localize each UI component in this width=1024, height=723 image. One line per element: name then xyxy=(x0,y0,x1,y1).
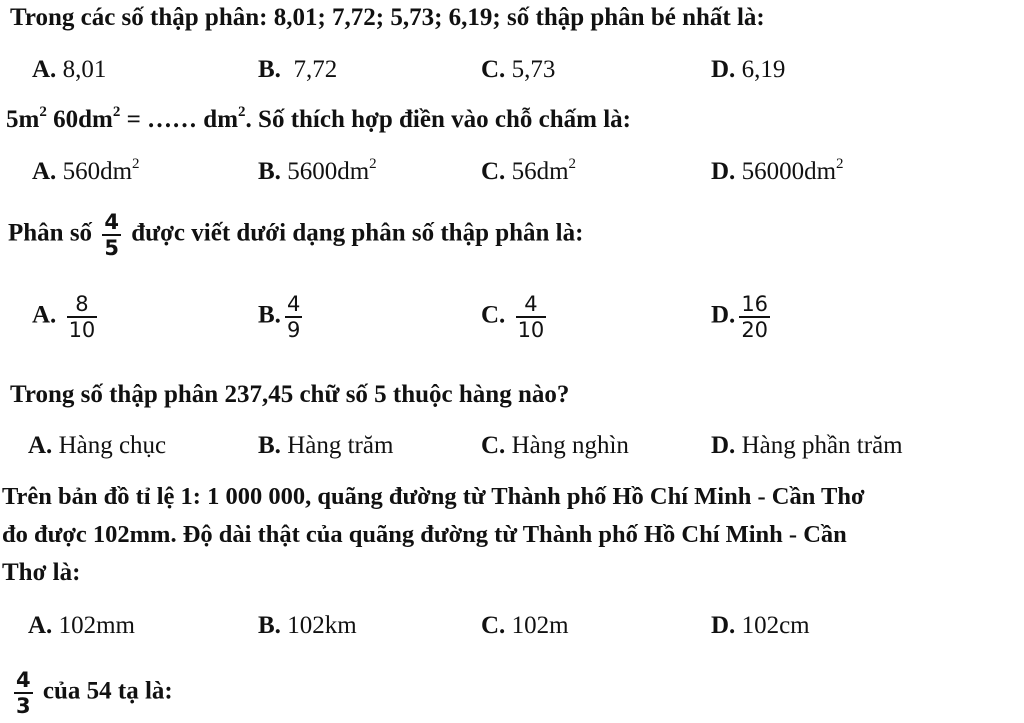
q5-option-d xyxy=(711,611,810,641)
option-letter: B. xyxy=(258,612,281,639)
question-2-stem xyxy=(6,105,631,135)
stem-part: = …… dm xyxy=(120,106,239,133)
q3-option-b xyxy=(258,292,306,342)
q3-option-c xyxy=(481,292,550,342)
superscript: 2 xyxy=(836,155,844,172)
option-letter: D. xyxy=(711,158,736,185)
fraction-numerator: 16 xyxy=(741,292,769,316)
q5-option-b xyxy=(258,611,357,641)
fraction-four-fifths xyxy=(102,210,121,260)
q5-option-a xyxy=(28,611,135,641)
fraction-numerator: 4 xyxy=(286,292,301,316)
stem-part: . Số thích hợp điền vào chỗ chấm là: xyxy=(245,106,631,133)
option-letter: D. xyxy=(711,301,736,329)
option-fraction xyxy=(739,292,770,342)
fraction-denominator: 5 xyxy=(104,236,119,260)
stem-part: của 54 tạ là: xyxy=(42,677,173,705)
question-5-line-2: đo được 102mm. Độ dài thật của quãng đường từ Thành phố Hồ Chí Minh - Cần xyxy=(2,521,847,548)
fraction-denominator: 20 xyxy=(741,318,769,342)
question-3-stem xyxy=(8,210,583,260)
stem-part: 5m xyxy=(6,106,40,133)
q2-option-a xyxy=(32,157,140,187)
q5-option-c xyxy=(481,611,569,641)
option-text: 560dm xyxy=(62,158,133,185)
q1-option-c xyxy=(481,55,555,85)
option-text: 7,72 xyxy=(293,56,338,83)
option-letter: C. xyxy=(481,432,506,459)
option-letter: A. xyxy=(32,158,57,185)
option-letter: C. xyxy=(481,612,506,639)
fraction-denominator: 3 xyxy=(16,694,31,718)
option-text: Hàng trăm xyxy=(287,432,394,459)
option-letter: C. xyxy=(481,158,506,185)
fraction-denominator: 9 xyxy=(286,318,301,342)
option-text: 5600dm xyxy=(287,158,370,185)
fraction-numerator: 8 xyxy=(75,292,89,316)
option-letter: A. xyxy=(28,432,53,459)
option-text: 102km xyxy=(287,612,357,639)
option-text: 102mm xyxy=(58,612,135,639)
q2-option-d xyxy=(711,157,844,187)
option-text: 56dm xyxy=(511,158,569,185)
option-letter: A. xyxy=(32,301,57,329)
option-text: 56000dm xyxy=(741,158,837,185)
fraction-numerator: 4 xyxy=(104,210,119,234)
q1-option-a xyxy=(32,55,106,85)
q2-option-b xyxy=(258,157,377,187)
fraction-numerator: 4 xyxy=(16,668,31,692)
option-letter: D. xyxy=(711,432,736,459)
q4-option-a xyxy=(28,431,166,461)
option-fraction xyxy=(285,292,302,342)
superscript: 2 xyxy=(112,103,121,120)
option-text: Hàng nghìn xyxy=(511,432,629,459)
superscript: 2 xyxy=(568,155,577,172)
fraction-numerator: 4 xyxy=(524,292,538,316)
superscript: 2 xyxy=(238,103,246,120)
option-letter: D. xyxy=(711,612,736,639)
q1-option-b xyxy=(258,55,337,85)
q3-option-a xyxy=(32,292,101,342)
option-text: 102cm xyxy=(741,612,810,639)
option-fraction xyxy=(516,292,547,342)
question-1-stem: Trong các số thập phân: 8,01; 7,72; 5,73; 6,19; số thập phân bé nhất là: xyxy=(10,4,765,31)
option-fraction xyxy=(67,292,98,342)
q4-option-b xyxy=(258,431,393,461)
option-letter: B. xyxy=(258,56,281,83)
superscript: 2 xyxy=(39,103,47,120)
stem-part: 60dm xyxy=(46,106,113,133)
option-letter: A. xyxy=(32,56,57,83)
superscript: 2 xyxy=(369,155,377,172)
q4-option-d xyxy=(711,431,903,461)
q1-option-d xyxy=(711,55,785,85)
fraction-denominator: 10 xyxy=(68,318,96,342)
question-4-stem: Trong số thập phân 237,45 chữ số 5 thuộc hàng nào? xyxy=(10,381,570,408)
stem-part: được viết dưới dạng phân số thập phân là: xyxy=(131,219,584,247)
option-letter: C. xyxy=(481,301,506,329)
option-text: 6,19 xyxy=(741,56,786,83)
option-text: 5,73 xyxy=(511,56,556,83)
option-text: Hàng chục xyxy=(58,432,167,459)
q3-option-d xyxy=(711,292,774,342)
option-letter: C. xyxy=(481,56,506,83)
option-letter: B. xyxy=(258,432,281,459)
question-5-line-1: Trên bản đồ tỉ lệ 1: 1 000 000, quãng đường từ Thành phố Hồ Chí Minh - Cần Thơ xyxy=(2,483,865,510)
option-text: Hàng phần trăm xyxy=(741,432,903,459)
option-letter: B. xyxy=(258,301,281,329)
option-text: 8,01 xyxy=(62,56,107,83)
q4-option-c xyxy=(481,431,629,461)
option-letter: D. xyxy=(711,56,736,83)
option-text: 102m xyxy=(511,612,569,639)
question-5-line-3: Thơ là: xyxy=(2,559,81,586)
option-letter: A. xyxy=(28,612,53,639)
option-letter: B. xyxy=(258,158,281,185)
q2-option-c xyxy=(481,157,576,187)
question-6-stem xyxy=(10,668,173,718)
fraction-denominator: 10 xyxy=(517,318,545,342)
fraction-four-thirds xyxy=(14,668,33,718)
stem-part: Phân số xyxy=(8,219,93,247)
superscript: 2 xyxy=(132,155,140,172)
